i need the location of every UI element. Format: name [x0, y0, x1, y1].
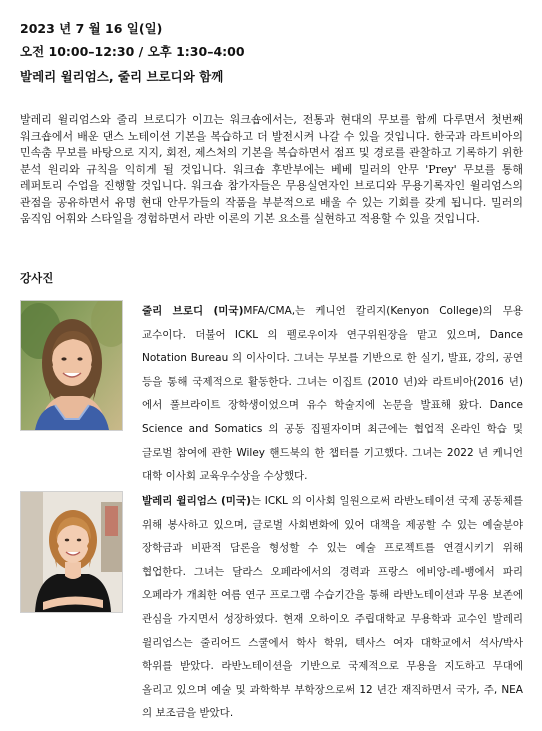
intro-paragraph: 발레리 윌리엄스와 줄리 브로디가 이끄는 워크숍에서는, 전통과 현대의 무보를 함께 다루면서 첫번째 워크숍에서 배운 댄스 노테이션 기본을 복습하고 더 발전시켜 나갈 수 있을 것입니다. 한국과 라트비아의 민속춤 무보를 바탕으로 지지, 회전, 제스처의 기본을 복습하면서 점프 및 경로를 관찰하고 기록하기 위한 분석 원리와 규칙을 익히게 될 것입니다. 워크숍 후반부에는 베베 밀러의 안무 'Prey' 무보를 통해 레퍼토리 수업을 진행할 것입니다. 워크숍 참가자들은 무용실연자인 브로디와 무용기록자인 윌리엄스의 관점을 공유하면서 유명 현대 안무가들의 작품을 부분적으로 배울 수 있는 기회를 갖게 됩니다. 밀러의 움직임 어휘와 스타일을 경험하면서 라반 이론의 기본 요소를 실현하고 적용할 수 있을 것입니다.	[20, 113, 523, 225]
instructor-bio-julie-brodie	[142, 300, 523, 489]
instructor-bio-valarie-williams	[142, 490, 523, 726]
event-time: 오전 10:00–12:30 / 오후 1:30–4:00	[20, 44, 245, 59]
instructor-photo-julie-brodie	[20, 300, 123, 431]
instructors-heading: 강사진	[20, 271, 54, 285]
instructor-bio-text: 는 ICKL 의 이사회 일원으로써 라반노테이션 국제 공동체를 위해 봉사하고 있으며, 글로벌 사회변화에 있어 대책을 제공할 수 있는 예술분야 장학금과 비판적 담론을 형성할 수 있는 예술 프로젝트를 연결시키기 위해 협업한다. 그녀는 달라스 오페라에서의 경력과 프랑스 에비앙-레-뱅에서 파리 오페라가 개최한 여름 연구 프로그램 수습기간을 통해 라반노테이션과 무용 보존에 관심을 가지면서 성장하였다. 현재 오하이오 주립대학교 무용학과 교수인 발레리 윌리엄스는 줄리어드 스쿨에서 학사 학위, 텍사스 여자 대학교에서 석사/박사 학위를 받았다. 라반노테이션을 기반으로 국제적으로 무용을 지도하고 무대에 올리고 있으며 예술 및 과학학부 부학장으로써 12 년간 재직하면서 국가, 주, NEA 의 보조금을 받았다.	[142, 495, 523, 720]
instructor-name: 줄리 브로디 (미국)	[142, 305, 244, 317]
instructor-name: 발레리 윌리엄스 (미국)	[142, 495, 251, 507]
event-hosts: 발레리 윌리엄스, 줄리 브로디와 함께	[20, 69, 224, 84]
instructor-bio-text: MFA/CMA,는 케니언 칼리지(Kenyon College)의 무용 교수이다. 더불어 ICKL 의 펠로우이자 연구위원장을 맡고 있으며, Dance Notation Bureau 의 이사이다. 그녀는 무보를 기반으로 한 실기, 발표, 강의, 공연 등을 통해 국제적으로 활동한다. 그녀는 이집트 (2010 년)와 라트비아(2016 년)에서 풀브라이트 장학생이었으며 유수 학술지에 논문을 발표해 왔다. Dance Science and Somatics 의 공동 집필자이며 최근에는 협업적 온라인 학습 및 글로벌 참여에 관한 Wiley 핸드북의 한 챕터를 기고했다. 그녀는 2022 년 케니언 대학 이사회 교육우수상을 수상했다.	[142, 305, 523, 483]
instructor-photo-valarie-williams	[20, 491, 123, 613]
event-date: 2023 년 7 월 16 일(일)	[20, 21, 163, 36]
